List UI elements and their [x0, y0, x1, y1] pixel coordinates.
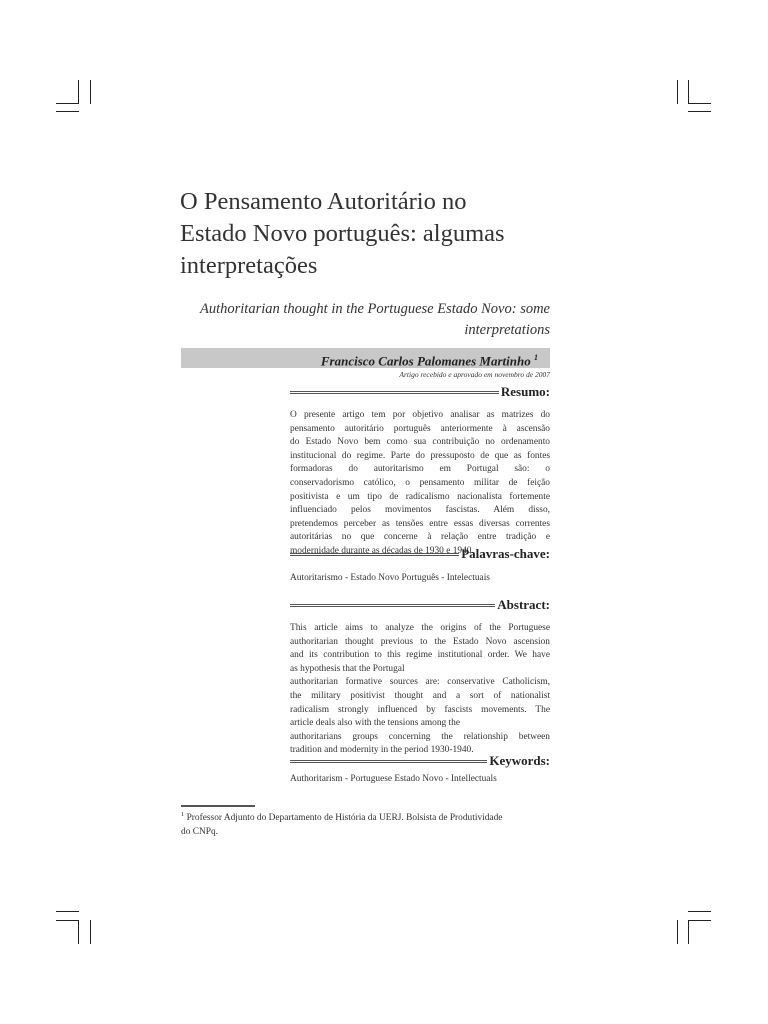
crop-mark-bottom-right-h2 — [688, 920, 711, 921]
section-rule — [290, 391, 499, 394]
text-line: autoritárias no que concerne à relação entre tradição e — [290, 532, 550, 543]
section-rule — [290, 553, 459, 556]
title-line: interpretações — [180, 252, 318, 279]
text-line: do Estado Novo bem como sua contribuição no ordenamento — [290, 437, 550, 448]
text-line: authoritarians groups concerning the relationship between — [290, 731, 550, 742]
article-subtitle — [200, 299, 550, 341]
section-label: Abstract: — [497, 597, 550, 612]
section-label: Keywords: — [489, 753, 550, 768]
author-bar — [181, 348, 550, 368]
section-rule — [290, 604, 495, 607]
text-line: This article aims to analyze the origins of the Portuguese — [290, 623, 550, 633]
crop-mark-top-left-h — [56, 103, 79, 104]
author-footnote-marker: 1 — [534, 353, 538, 362]
text-line: pretendemos perceber as tensões entre essas diversas correntes — [290, 518, 550, 529]
crop-mark-bottom-right-v1 — [677, 920, 678, 944]
title-line: Estado Novo português: algumas — [180, 220, 505, 247]
text-line: conservadorismo católico, o pensamento militar de feição — [290, 477, 550, 488]
text-line: influenciado pelos movimentos fascistas. Além disso, — [290, 505, 550, 516]
section-label: Palavras-chave: — [461, 546, 550, 561]
text-line: pensamento autoritário português anteriormente à ascensão — [290, 423, 550, 434]
crop-mark-bottom-left-v2 — [90, 920, 91, 944]
footnote-line — [181, 808, 550, 826]
text-line: authoritarian formative sources are: conservative Catholicism, — [290, 677, 550, 688]
text-line: tradition and modernity in the period 1930-1940. — [290, 745, 474, 756]
footnote-line-2: do CNPq. — [181, 826, 218, 837]
text-line: as hypothesis that the Portugal — [290, 663, 405, 674]
resumo-heading — [290, 384, 550, 400]
crop-mark-top-right-h2 — [688, 111, 711, 112]
text-line: institucional do regime. Parte do pressuposto de que as fontes — [290, 450, 550, 461]
text-line: positivista e um tipo de radicalismo nacionalista fortemente — [290, 491, 550, 502]
title-line: O Pensamento Autoritário no — [180, 188, 467, 215]
section-rule — [290, 760, 487, 763]
text-line: radicalism strongly influenced by fascists movements. The — [290, 704, 550, 715]
crop-mark-top-right-h — [688, 103, 711, 104]
text-line: authoritarian thought previous to the Estado Novo ascension — [290, 636, 550, 647]
author-name — [321, 349, 538, 370]
keywords-text: Authoritarism - Portuguese Estado Novo - Intellectuals — [290, 774, 497, 784]
crop-mark-top-left-v1 — [78, 80, 79, 104]
abstract-heading — [290, 597, 550, 613]
crop-mark-top-left-v2 — [90, 80, 91, 104]
abstract-text — [290, 622, 550, 758]
text-line: formadoras do autoritarismo em Portugal são: o — [290, 464, 550, 475]
subtitle-line: Authoritarian thought in the Portuguese Estado Novo: some — [200, 301, 550, 317]
crop-mark-bottom-left-h2 — [56, 920, 79, 921]
subtitle-line: interpretations — [464, 322, 550, 338]
crop-mark-bottom-left-v1 — [78, 920, 79, 944]
crop-mark-top-right-v2 — [688, 80, 689, 104]
crop-mark-top-left-h2 — [56, 111, 79, 112]
received-date: Artigo recebido e aprovado em novembro de 2007 — [399, 370, 550, 379]
crop-mark-bottom-left-h — [56, 911, 79, 912]
crop-mark-top-right-v1 — [677, 80, 678, 104]
article-title — [180, 186, 580, 282]
text-line: the military positivist thought and a sort of nationalist — [290, 690, 550, 701]
footnote-marker: 1 — [181, 811, 185, 818]
text-line: article deals also with the tensions among the — [290, 718, 461, 729]
crop-mark-bottom-right-h — [688, 911, 711, 912]
footnote-line-1: Professor Adjunto do Departamento de História da UERJ. Bolsista de Produtividade — [186, 813, 503, 824]
footnote — [181, 808, 550, 839]
resumo-text — [290, 409, 550, 559]
text-line: O presente artigo tem por objetivo analisar as matrizes do — [290, 410, 550, 420]
author-name-text: Francisco Carlos Palomanes Martinho — [320, 353, 531, 369]
section-label: Resumo: — [500, 384, 550, 399]
crop-mark-bottom-right-v2 — [688, 920, 689, 944]
keywords-heading — [290, 753, 550, 769]
palavras-chave-heading — [290, 546, 550, 562]
text-line: modernidade durante as décadas de 1930 e 1940. — [290, 545, 474, 556]
footnote-rule — [181, 805, 255, 807]
text-line: and its contribution to this regime institutional order. We have — [290, 650, 550, 661]
palavras-chave-text: Autoritarismo - Estado Novo Português - Intelectuais — [290, 573, 490, 583]
